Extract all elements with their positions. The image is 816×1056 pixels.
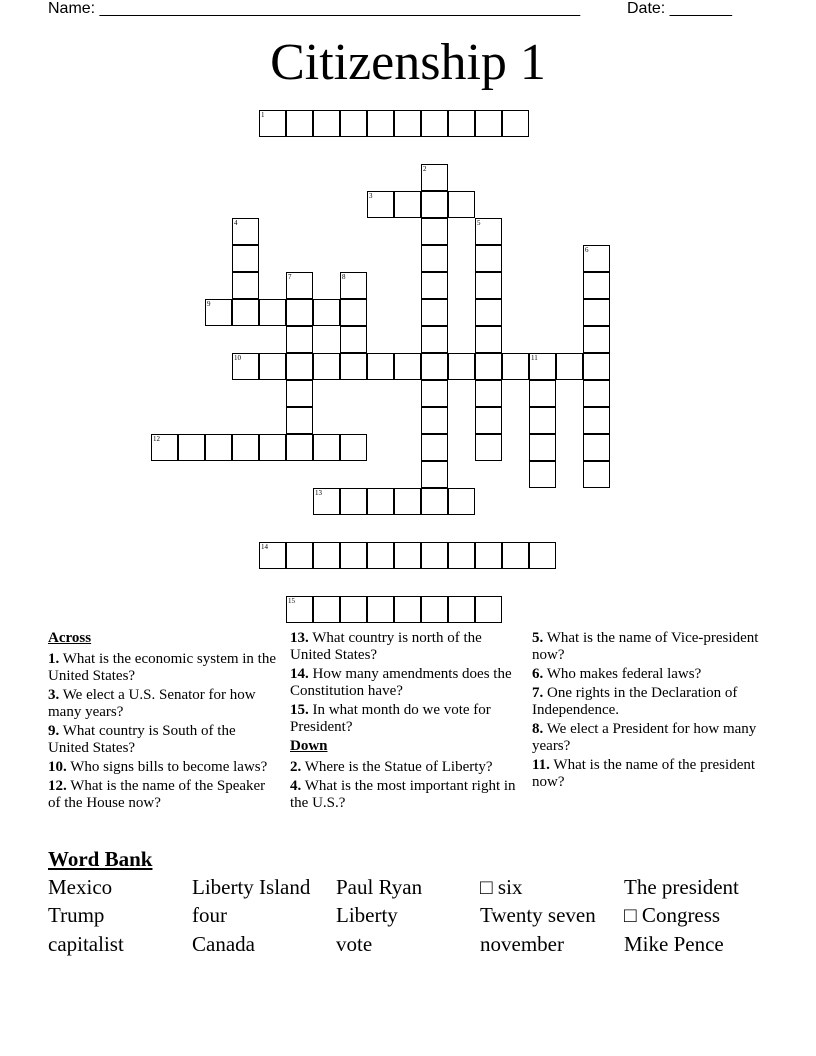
crossword-cell[interactable] [448,353,475,380]
clue-item [290,630,522,664]
crossword-cell[interactable] [583,461,610,488]
clue-text: Where is the Statue of Liberty? [301,759,493,775]
crossword-cell[interactable] [421,434,448,461]
crossword-cell[interactable] [367,596,394,623]
clue-number: 13 [315,489,322,497]
crossword-cell[interactable] [421,488,448,515]
crossword-cell[interactable] [583,245,610,272]
crossword-cell[interactable] [367,353,394,380]
crossword-cell[interactable] [583,407,610,434]
crossword-cell[interactable] [502,110,529,137]
clue-text: What is the name of Vice-president now? [532,630,759,663]
crossword-cell[interactable] [232,353,259,380]
crossword-cell[interactable] [475,353,502,380]
clue-number-label: 3. [48,687,60,703]
clue-number: 2 [423,165,427,173]
crossword-cell[interactable] [421,191,448,218]
crossword-cell[interactable] [286,407,313,434]
clue-text: We elect a U.S. Senator for how many years? [48,687,256,720]
crossword-cell[interactable] [286,110,313,137]
crossword-cell[interactable] [394,542,421,569]
clue-item [290,702,522,736]
crossword-cell[interactable] [475,407,502,434]
clue-text: What country is South of the United States? [48,723,236,756]
crossword-cell[interactable] [421,245,448,272]
crossword-cell[interactable] [583,326,610,353]
crossword-cell[interactable] [421,407,448,434]
crossword-cell[interactable] [151,434,178,461]
clue-number-label: 4. [290,778,302,794]
clues-column-2 [290,630,522,814]
crossword-cell[interactable] [178,434,205,461]
crossword-cell[interactable] [421,110,448,137]
crossword-cell[interactable] [475,542,502,569]
clue-number: 10 [234,354,241,362]
crossword-cell[interactable] [421,218,448,245]
crossword-cell[interactable] [313,299,340,326]
crossword-cell[interactable] [340,542,367,569]
clue-number-label: 10. [48,759,67,775]
word-bank-item: Liberty [336,903,398,927]
clue-item [532,666,764,683]
crossword-cell[interactable] [232,272,259,299]
clue-item [48,723,280,757]
crossword-cell[interactable] [583,299,610,326]
clue-number: 8 [342,273,346,281]
clue-number: 1 [261,111,265,119]
crossword-cell[interactable] [448,191,475,218]
crossword-cell[interactable] [313,434,340,461]
crossword-cell[interactable] [475,299,502,326]
clue-number: 9 [207,300,211,308]
word-bank-item: vote [336,932,373,956]
word-bank-item: Trump [48,903,105,927]
clue-number-label: 5. [532,630,544,646]
crossword-cell[interactable] [448,596,475,623]
crossword-cell[interactable] [286,353,313,380]
clues-column-3 [532,630,764,793]
crossword-cell[interactable] [475,380,502,407]
word-bank-item: The president [624,875,739,899]
crossword-cell[interactable] [286,272,313,299]
word-bank-item: capitalist [48,932,124,956]
word-bank-item: Paul Ryan [336,875,423,899]
across-heading: Across [48,630,92,646]
word-bank-heading: Word Bank [48,847,153,871]
page-title: Citizenship 1 [270,34,546,91]
crossword-cell[interactable] [529,353,556,380]
crossword-cell[interactable] [286,596,313,623]
crossword-cell[interactable] [259,434,286,461]
word-bank-item: □ six [480,875,523,899]
crossword-cell[interactable] [394,110,421,137]
clue-number: 14 [261,543,268,551]
clue-number-label: 13. [290,630,309,646]
crossword-cell[interactable] [448,110,475,137]
clue-number: 5 [477,219,481,227]
crossword-cell[interactable] [286,434,313,461]
crossword-cell[interactable] [340,434,367,461]
clue-item [532,685,764,719]
clue-number: 11 [531,354,538,362]
crossword-cell[interactable] [259,353,286,380]
crossword-cell[interactable] [340,353,367,380]
crossword-cell[interactable] [475,596,502,623]
crossword-cell[interactable] [340,272,367,299]
clue-number-label: 14. [290,666,309,682]
crossword-cell[interactable] [421,272,448,299]
crossword-cell[interactable] [232,434,259,461]
crossword-cell[interactable] [394,488,421,515]
clue-number-label: 1. [48,651,60,667]
clue-number-label: 11. [532,757,550,773]
crossword-cell[interactable] [340,299,367,326]
name-field-label: Name: ______________________________________________________ [48,0,581,17]
crossword-cell[interactable] [286,542,313,569]
word-bank-item: Canada [192,932,255,956]
clue-number: 3 [369,192,373,200]
word-bank-item: Mexico [48,875,113,899]
clue-item [48,759,280,776]
clue-number: 12 [153,435,160,443]
clue-text: How many amendments does the Constitution have? [290,666,512,699]
crossword-cell[interactable] [313,488,340,515]
crossword-cell[interactable] [394,353,421,380]
clue-text: What is the most important right in the U.S.? [290,778,516,811]
crossword-cell[interactable] [394,191,421,218]
crossword-cell[interactable] [556,353,583,380]
clue-number-label: 6. [532,666,544,682]
clue-number-label: 9. [48,723,60,739]
date-field-label: Date: _______ [627,0,732,17]
clue-text: Who makes federal laws? [543,666,702,682]
crossword-cell[interactable] [448,542,475,569]
word-bank-item: november [480,932,564,956]
crossword-cell[interactable] [232,299,259,326]
crossword-cell[interactable] [421,353,448,380]
clue-number: 6 [585,246,589,254]
crossword-cell[interactable] [286,380,313,407]
crossword-cell[interactable] [529,461,556,488]
crossword-cell[interactable] [205,434,232,461]
clue-number-label: 15. [290,702,309,718]
crossword-cell[interactable] [394,596,421,623]
crossword-cell[interactable] [313,596,340,623]
clue-item [48,778,280,812]
word-bank-item: four [192,903,227,927]
clue-text: We elect a President for how many years? [532,721,757,754]
clue-item [290,778,522,812]
crossword-cell[interactable] [259,299,286,326]
crossword-cell[interactable] [367,488,394,515]
crossword-cell[interactable] [475,245,502,272]
crossword-cell[interactable] [421,299,448,326]
crossword-cell[interactable] [340,326,367,353]
crossword-cell[interactable] [475,110,502,137]
crossword-cell[interactable] [529,434,556,461]
clue-number: 7 [288,273,292,281]
crossword-cell[interactable] [421,380,448,407]
clue-text: In what month do we vote for President? [290,702,491,735]
clue-text: What is the name of the president now? [532,757,756,790]
word-bank-item: Mike Pence [624,932,724,956]
crossword-cell[interactable] [367,110,394,137]
crossword-cell[interactable] [583,434,610,461]
crossword-cell[interactable] [583,353,610,380]
clue-text: What is the economic system in the United States? [48,651,277,684]
clue-item [290,759,522,776]
clue-text: One rights in the Declaration of Independence. [532,685,738,718]
crossword-cell[interactable] [259,110,286,137]
crossword-cell[interactable] [529,380,556,407]
crossword-cell[interactable] [367,191,394,218]
crossword-cell[interactable] [313,353,340,380]
clue-text: Who signs bills to become laws? [66,759,268,775]
crossword-cell[interactable] [313,110,340,137]
crossword-cell[interactable] [205,299,232,326]
crossword-cell[interactable] [367,542,394,569]
word-bank-item: Liberty Island [192,875,311,899]
crossword-cell[interactable] [313,542,340,569]
clue-number-label: 2. [290,759,302,775]
crossword-cell[interactable] [421,461,448,488]
clue-number-label: 8. [532,721,544,737]
clue-item [48,687,280,721]
clue-item [532,630,764,664]
crossword-cell[interactable] [340,488,367,515]
crossword-cell[interactable] [529,407,556,434]
clue-item [290,666,522,700]
crossword-cell[interactable] [232,245,259,272]
clue-item [532,721,764,755]
crossword-cell[interactable] [475,434,502,461]
clue-number-label: 12. [48,778,67,794]
crossword-cell[interactable] [475,326,502,353]
clue-number-label: 7. [532,685,544,701]
word-bank-item: Twenty seven [480,903,596,927]
crossword-cell[interactable] [421,542,448,569]
clue-text: What is the name of the Speaker of the House now? [48,778,266,811]
crossword-cell[interactable] [286,299,313,326]
crossword-cell[interactable] [421,164,448,191]
crossword-cell[interactable] [340,110,367,137]
clues-column-1 [48,630,280,814]
crossword-cell[interactable] [232,218,259,245]
crossword-cell[interactable] [529,542,556,569]
crossword-cell[interactable] [259,542,286,569]
clue-number: 15 [288,597,295,605]
crossword-cell[interactable] [502,542,529,569]
crossword-cell[interactable] [286,326,313,353]
crossword-cell[interactable] [421,596,448,623]
crossword-cell[interactable] [448,488,475,515]
clue-item [48,651,280,685]
crossword-cell[interactable] [583,380,610,407]
crossword-cell[interactable] [475,272,502,299]
crossword-cell[interactable] [583,272,610,299]
crossword-cell[interactable] [340,596,367,623]
clue-number: 4 [234,219,238,227]
down-heading: Down [290,738,328,754]
clue-text: What country is north of the United States? [290,630,482,663]
word-bank-item: □ Congress [624,903,721,927]
crossword-cell[interactable] [475,218,502,245]
clue-item [532,757,764,791]
crossword-cell[interactable] [502,353,529,380]
crossword-cell[interactable] [421,326,448,353]
